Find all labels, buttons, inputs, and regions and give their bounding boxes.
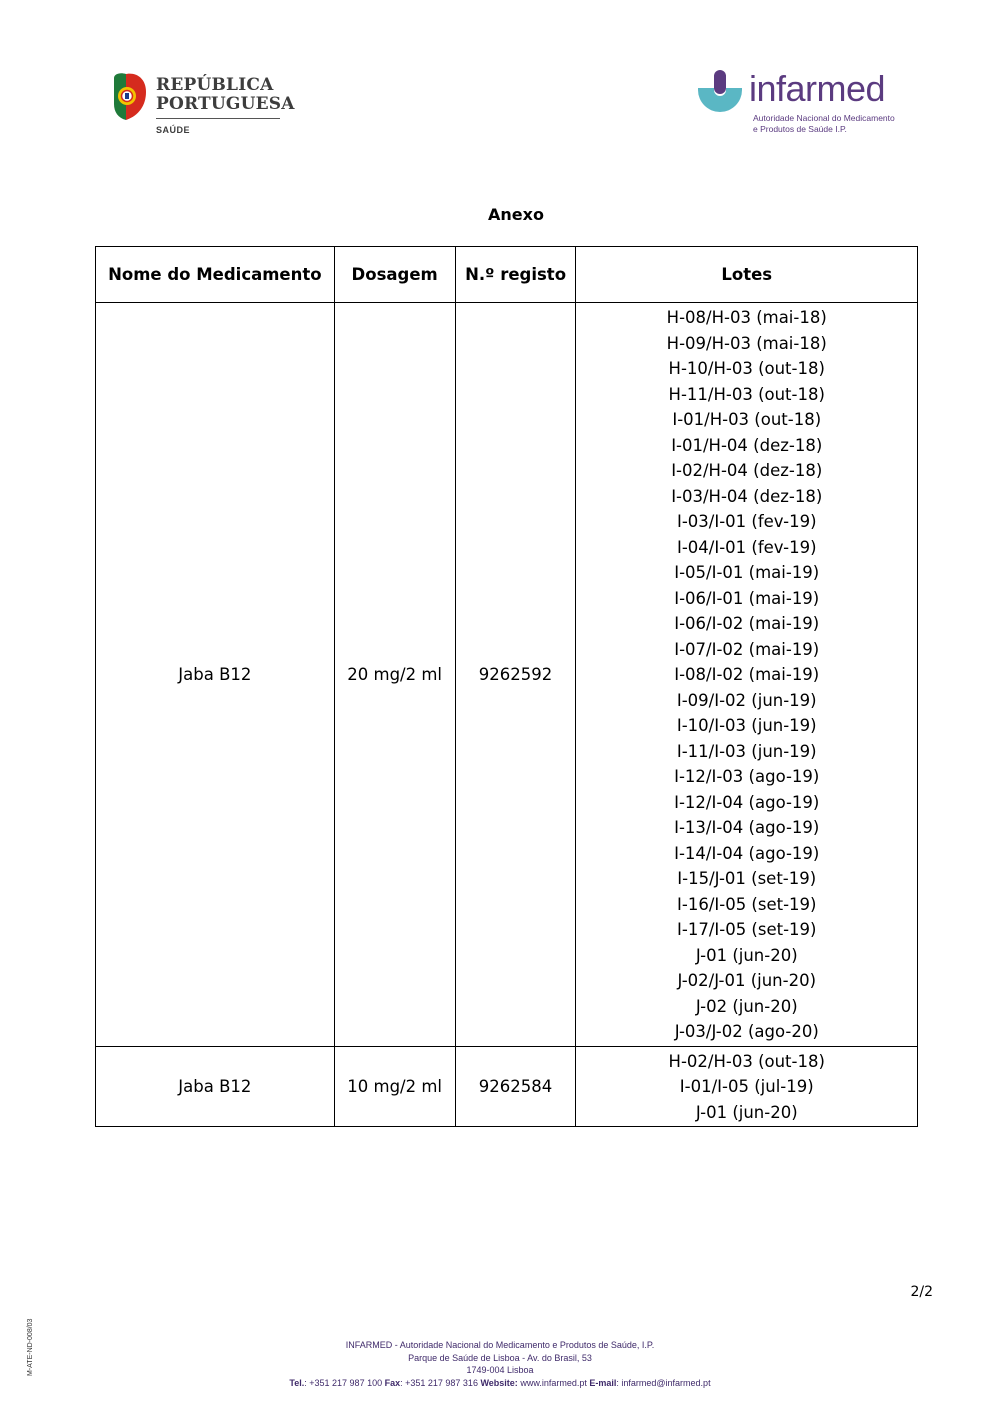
lot-item: I-14/I-04 (ago-19) — [674, 843, 820, 863]
lot-item: I-12/I-04 (ago-19) — [674, 792, 820, 812]
infarmed-logo — [696, 68, 906, 142]
lot-item: H-10/H-03 (out-18) — [668, 359, 825, 378]
footer-postal-code: 1749-004 Lisboa — [466, 1365, 534, 1375]
footer — [0, 1339, 1000, 1389]
footer-organization: INFARMED - Autoridade Nacional do Medicamento e Produtos de Saúde, I.P. — [345, 1340, 655, 1350]
lot-item: J-02 (jun-20) — [695, 996, 798, 1016]
lot-item: I-06/I-02 (mai-19) — [674, 614, 820, 633]
medicine-name-cell: Jaba B12 — [96, 303, 335, 1047]
table-row — [96, 1046, 918, 1127]
lot-item: H-08/H-03 (mai-18) — [666, 308, 827, 327]
tel-value: : +351 217 987 100 — [304, 1377, 383, 1388]
lot-item: I-07/I-02 (mai-19) — [674, 639, 820, 659]
annex-table — [95, 246, 918, 1127]
lot-item: I-05/I-01 (mai-19) — [674, 563, 820, 582]
lot-item: I-01/H-03 (out-18) — [672, 410, 822, 429]
infarmed-wordmark: infarmed — [749, 68, 886, 109]
header-lots: Lotes — [576, 247, 918, 303]
saude-label: SAÚDE — [156, 125, 191, 135]
email-label: E-mail — [589, 1377, 617, 1388]
lot-item: I-03/H-04 (dez-18) — [671, 486, 823, 506]
document-code: M-ATE-ND-008/03 — [27, 1318, 34, 1376]
header-registry-number: N.º registo — [455, 247, 576, 303]
lot-item: I-10/I-03 (jun-19) — [676, 716, 817, 735]
lot-item: I-09/I-02 (jun-19) — [676, 690, 817, 710]
header-medicine-name: Nome do Medicamento — [96, 247, 335, 303]
lot-item: I-01/H-04 (dez-18) — [671, 435, 823, 455]
lot-item: I-02/H-04 (dez-18) — [671, 461, 823, 480]
lot-item: I-17/I-05 (set-19) — [677, 920, 817, 939]
header-dosage: Dosagem — [334, 247, 455, 303]
lot-item: J-03/J-02 (ago-20) — [674, 1022, 819, 1041]
lot-item: I-08/I-02 (mai-19) — [674, 665, 820, 684]
republica-portuguesa-wordmark: REPÚBLICA PORTUGUESA — [156, 75, 295, 114]
lot-item: I-04/I-01 (fev-19) — [676, 537, 817, 557]
registry-number-cell: 9262584 — [455, 1046, 576, 1127]
lot-item: J-01 (jun-20) — [695, 1102, 798, 1122]
lot-item: J-02/J-01 (jun-20) — [677, 971, 817, 990]
lots-list — [580, 1047, 913, 1127]
fax-label: Fax — [384, 1377, 401, 1388]
footer-address: Parque de Saúde de Lisboa - Av. do Brasil, 53 — [408, 1352, 592, 1363]
infarmed-mark-icon — [696, 68, 744, 120]
lot-item: I-01/I-05 (jul-19) — [679, 1077, 814, 1096]
email-link[interactable]: : infarmed@infarmed.pt — [616, 1377, 711, 1388]
table-header-row — [96, 247, 918, 303]
document-title: Anexo — [488, 205, 544, 224]
lot-item: I-13/I-04 (ago-19) — [674, 818, 820, 837]
lot-item: H-09/H-03 (mai-18) — [666, 333, 827, 353]
medicine-name-cell: Jaba B12 — [96, 1046, 335, 1127]
infarmed-subtitle: Autoridade Nacional do Medicamento e Produtos de Saúde I.P. — [753, 113, 895, 134]
lot-item: H-02/H-03 (out-18) — [668, 1051, 825, 1071]
lot-item: I-03/I-01 (fev-19) — [676, 512, 817, 531]
dosage-cell: 10 mg/2 ml — [334, 1046, 455, 1127]
tel-label: Tel. — [289, 1377, 305, 1388]
lot-item: I-12/I-03 (ago-19) — [674, 767, 820, 786]
lot-item: I-06/I-01 (mai-19) — [674, 588, 820, 608]
lot-item: J-01 (jun-20) — [695, 945, 798, 965]
lot-item: I-11/I-03 (jun-19) — [676, 741, 817, 761]
registry-number-cell: 9262592 — [455, 303, 576, 1047]
lot-item: I-15/J-01 (set-19) — [677, 869, 817, 888]
lots-cell — [576, 1046, 918, 1127]
website-link[interactable]: www.infarmed.pt — [520, 1377, 587, 1388]
portugal-emblem-icon — [110, 72, 150, 122]
footer-contacts — [0, 1377, 1000, 1390]
fax-value: : +351 217 987 316 — [400, 1377, 478, 1388]
logo-divider — [156, 118, 280, 119]
lots-list — [580, 303, 913, 1046]
lot-item: H-11/H-03 (out-18) — [668, 384, 825, 404]
republica-portuguesa-logo — [110, 72, 295, 142]
website-label: Website: — [480, 1377, 518, 1388]
table-row — [96, 303, 918, 1047]
lots-cell — [576, 303, 918, 1047]
lot-item: I-16/I-05 (set-19) — [677, 894, 817, 914]
page-number: 2/2 — [910, 1284, 933, 1300]
dosage-cell: 20 mg/2 ml — [334, 303, 455, 1047]
